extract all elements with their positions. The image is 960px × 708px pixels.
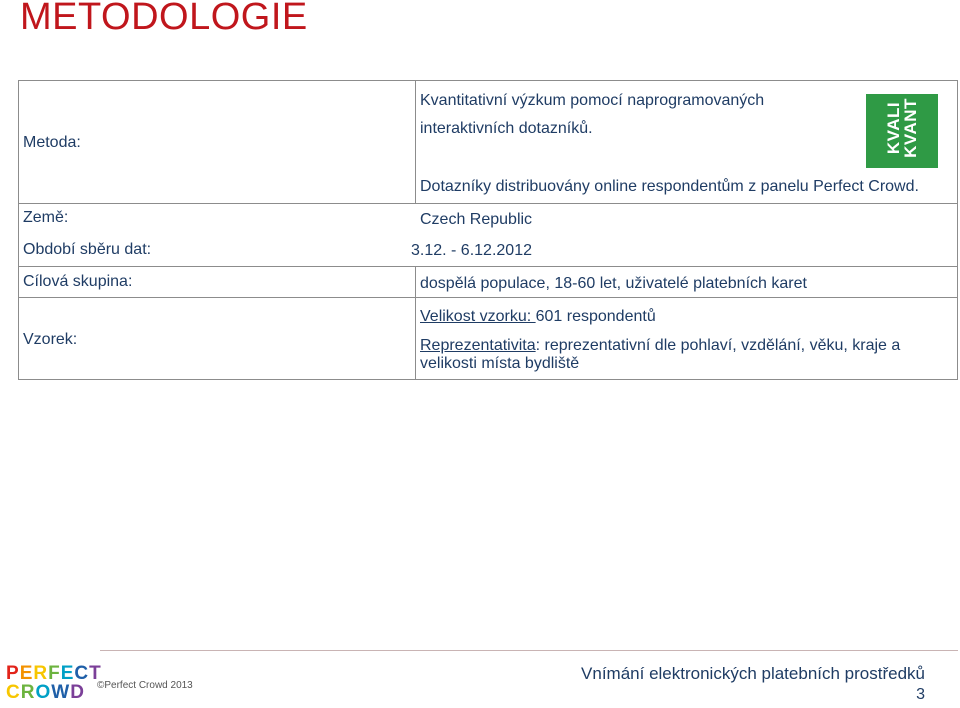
cilova-skupina-label: Cílová skupina:: [23, 273, 133, 290]
row-divider: [19, 203, 957, 204]
column-divider: [415, 266, 416, 380]
logo-letter: W: [51, 682, 70, 703]
obdobi-value: 3.12. - 6.12.2012: [411, 242, 532, 259]
logo-letter: O: [35, 682, 51, 703]
cilova-skupina-value: dospělá populace, 18-60 let, uživatelé platebních karet: [420, 275, 807, 292]
presentation-subject: Vnímání elektronických platebních prostředků: [581, 664, 925, 683]
metoda-value-line3: Dotazníky distribuovány online respondentům z panelu Perfect Crowd.: [420, 178, 919, 195]
logo-letter: C: [74, 663, 89, 684]
logo-letter: R: [20, 682, 35, 703]
metoda-value-line2: interaktivních dotazníků.: [420, 120, 593, 137]
page-title: METODOLOGIE: [20, 0, 308, 38]
reprezentativita: [420, 336, 900, 355]
methodology-table: [18, 80, 958, 380]
reprezentativita-value: : reprezentativní dle pohlaví, vzdělání, věku, kraje a: [535, 337, 901, 354]
obdobi-label: Období sběru dat:: [23, 241, 152, 258]
logo-letter: D: [70, 682, 84, 703]
metoda-label: Metoda:: [23, 134, 81, 151]
vzorek-label: Vzorek:: [23, 331, 78, 348]
column-divider: [415, 81, 416, 203]
logo-letter: F: [48, 663, 60, 684]
logo-letter: E: [60, 663, 74, 684]
footer-divider: [100, 650, 958, 651]
page-number: 3: [916, 686, 925, 703]
velikost-value: 601 respondentů: [535, 308, 656, 325]
kvalikvant-logo-text2: KVANT: [901, 98, 920, 158]
logo-letter: R: [33, 663, 48, 684]
row-divider: [19, 297, 957, 298]
metoda-value-line1: Kvantitativní výzkum pomocí naprogramovaných: [420, 92, 765, 109]
perfect-crowd-logo-row2: [6, 683, 86, 702]
logo-letter: P: [6, 663, 19, 684]
zeme-label: Země:: [23, 209, 69, 226]
kvalikvant-logo: [866, 94, 938, 168]
zeme-value: Czech Republic: [420, 211, 533, 228]
kvalikvant-logo-text1: KVALI: [884, 101, 903, 155]
velikost-vzorku: [420, 307, 656, 326]
copyright-text: ©Perfect Crowd 2013: [97, 680, 193, 691]
reprezentativita-label: Reprezentativita: [420, 337, 536, 354]
logo-letter: C: [6, 682, 20, 703]
logo-letter: T: [89, 663, 101, 684]
row-divider: [19, 266, 957, 267]
perfect-crowd-logo: [6, 663, 101, 704]
perfect-crowd-logo-row1: [6, 663, 101, 684]
velikost-label: Velikost vzorku:: [420, 308, 536, 325]
reprezentativita-value-line2: velikosti místa bydliště: [420, 355, 580, 372]
logo-letter: E: [19, 663, 33, 684]
